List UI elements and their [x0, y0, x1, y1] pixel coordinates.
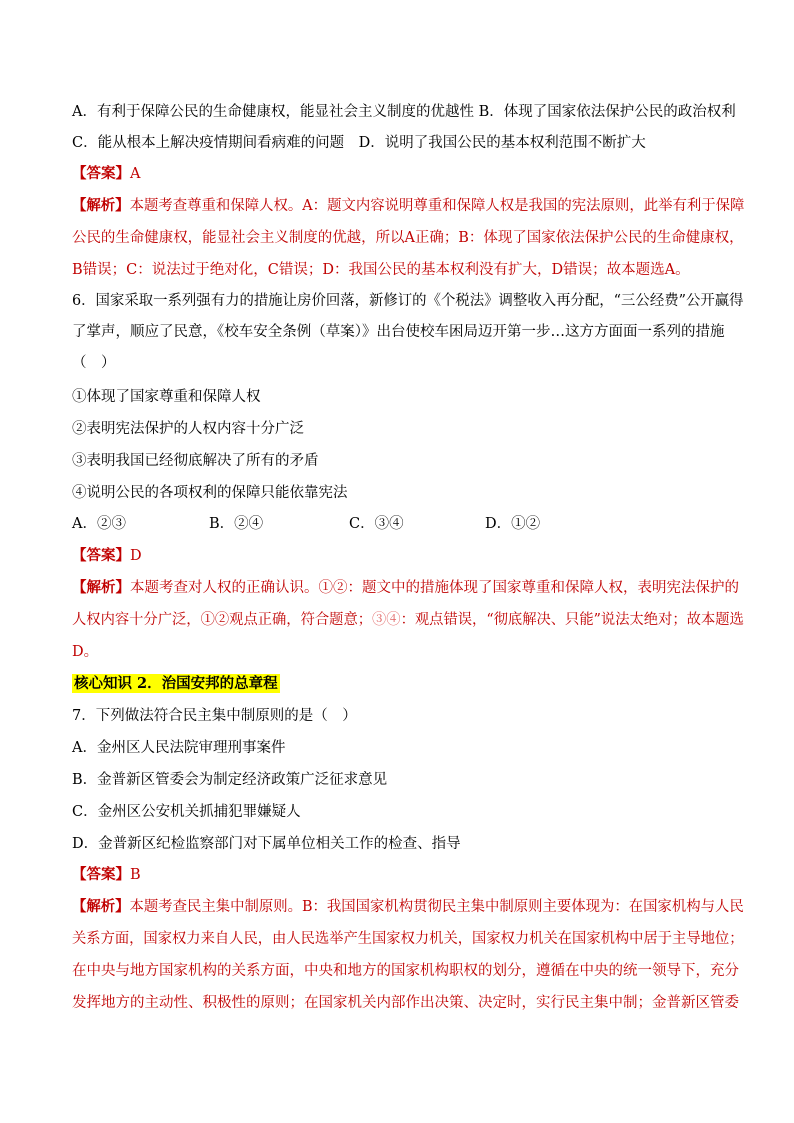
answer-value: B	[130, 867, 141, 883]
analysis-text-b: ③④	[372, 612, 401, 628]
q5-answer	[72, 165, 140, 183]
q6-item-2: ②表明宪法保护的人权内容十分广泛	[72, 421, 304, 437]
q6-stem-line-3: （ ）	[72, 355, 116, 371]
q6-option-b: B．②④	[209, 516, 264, 532]
q7-option-b: B．金普新区管委会为制定经济政策广泛征求意见	[72, 772, 388, 788]
answer-value: D	[130, 548, 142, 564]
q5-options-line-2: C．能从根本上解决疫情期间看病难的问题 D．说明了我国公民的基本权利范围不断扩大	[72, 135, 646, 151]
q6-answer	[72, 547, 142, 565]
q7-stem: 7．下列做法符合民主集中制原则的是（ ）	[72, 708, 357, 724]
q7-option-d: D．金普新区纪检监察部门对下属单位相关工作的检查、指导	[72, 836, 461, 852]
answer-tag: 【答案】	[72, 165, 130, 182]
q6-stem-line-2: 了掌声，顺应了民意，《校车安全条例（草案）》出台使校车困局迈开第一步…这方方面面一系列的措施	[72, 324, 725, 340]
analysis-tag: 【解析】	[72, 197, 130, 214]
section-title: 核心知识 2．治国安邦的总章程	[74, 675, 278, 692]
answer-tag: 【答案】	[72, 547, 130, 564]
analysis-text-a: 人权内容十分广泛，①②观点正确，符合题意；	[72, 612, 373, 628]
q6-item-3: ③表明我国已经彻底解决了所有的矛盾	[72, 453, 319, 469]
q6-analysis-line-2	[72, 611, 744, 629]
q7-analysis-line-3: 在中央与地方国家机构的关系方面，中央和地方的国家机构职权的划分，遵循在中央的统一领导下，充分	[72, 963, 739, 979]
q7-analysis-line-1	[72, 898, 744, 916]
answer-value: A	[130, 166, 141, 182]
analysis-text-c: ：观点错误，“彻底解决、只能”说法太绝对；故本题选	[400, 612, 744, 628]
q7-analysis-line-4: 发挥地方的主动性、积极性的原则；在国家机关内部作出决策、决定时，实行民主集中制；金普新区管委	[72, 995, 739, 1011]
q5-analysis-line-3: B错误；C：说法过于绝对化，C错误；D：我国公民的基本权利没有扩大，D错误；故本题选A。	[72, 262, 690, 278]
q7-option-a: A．金州区人民法院审理刑事案件	[72, 740, 286, 756]
q6-item-4: ④说明公民的各项权利的保障只能依靠宪法	[72, 485, 348, 501]
analysis-text: 本题考查尊重和保障人权。A：题文内容说明尊重和保障人权是我国的宪法原则，此举有利于保障	[129, 198, 745, 214]
q6-analysis-line-1	[72, 579, 739, 597]
q6-stem-line-1: 6．国家采取一系列强有力的措施让房价回落，新修订的《个税法》调整收入再分配，“三公经费”公开赢得	[72, 293, 744, 309]
q6-option-d: D．①②	[485, 516, 541, 532]
q6-analysis-line-3: D。	[72, 644, 99, 660]
q6-item-1: ①体现了国家尊重和保障人权	[72, 389, 261, 405]
q5-analysis-line-2: 公民的生命健康权，能显社会主义制度的优越，所以A正确；B：体现了国家依法保护公民的生命健康权，	[72, 230, 744, 246]
q6-option-c: C．③④	[349, 516, 404, 532]
analysis-tag: 【解析】	[72, 898, 130, 915]
answer-tag: 【答案】	[72, 866, 130, 883]
analysis-text: 本题考查对人权的正确认识。①②：题文中的措施体现了国家尊重和保障人权，表明宪法保护的	[130, 580, 739, 596]
section-heading	[72, 675, 280, 693]
q5-options-line-1: A．有利于保障公民的生命健康权，能显社会主义制度的优越性 B．体现了国家依法保护公民的政治权利	[72, 104, 736, 120]
q5-analysis-line-1	[72, 197, 744, 215]
analysis-tag: 【解析】	[72, 579, 130, 596]
q7-option-c: C．金州区公安机关抓捕犯罪嫌疑人	[72, 804, 301, 820]
q6-option-a: A．②③	[72, 516, 126, 532]
analysis-text: 本题考查民主集中制原则。B：我国国家机构贯彻民主集中制原则主要体现为：在国家机构与人民	[129, 899, 744, 915]
q7-answer	[72, 866, 141, 884]
q7-analysis-line-2: 关系方面，国家权力来自人民，由人民选举产生国家权力机关，国家权力机关在国家机构中居于主导地位；	[72, 931, 744, 947]
q6-options	[72, 515, 540, 533]
